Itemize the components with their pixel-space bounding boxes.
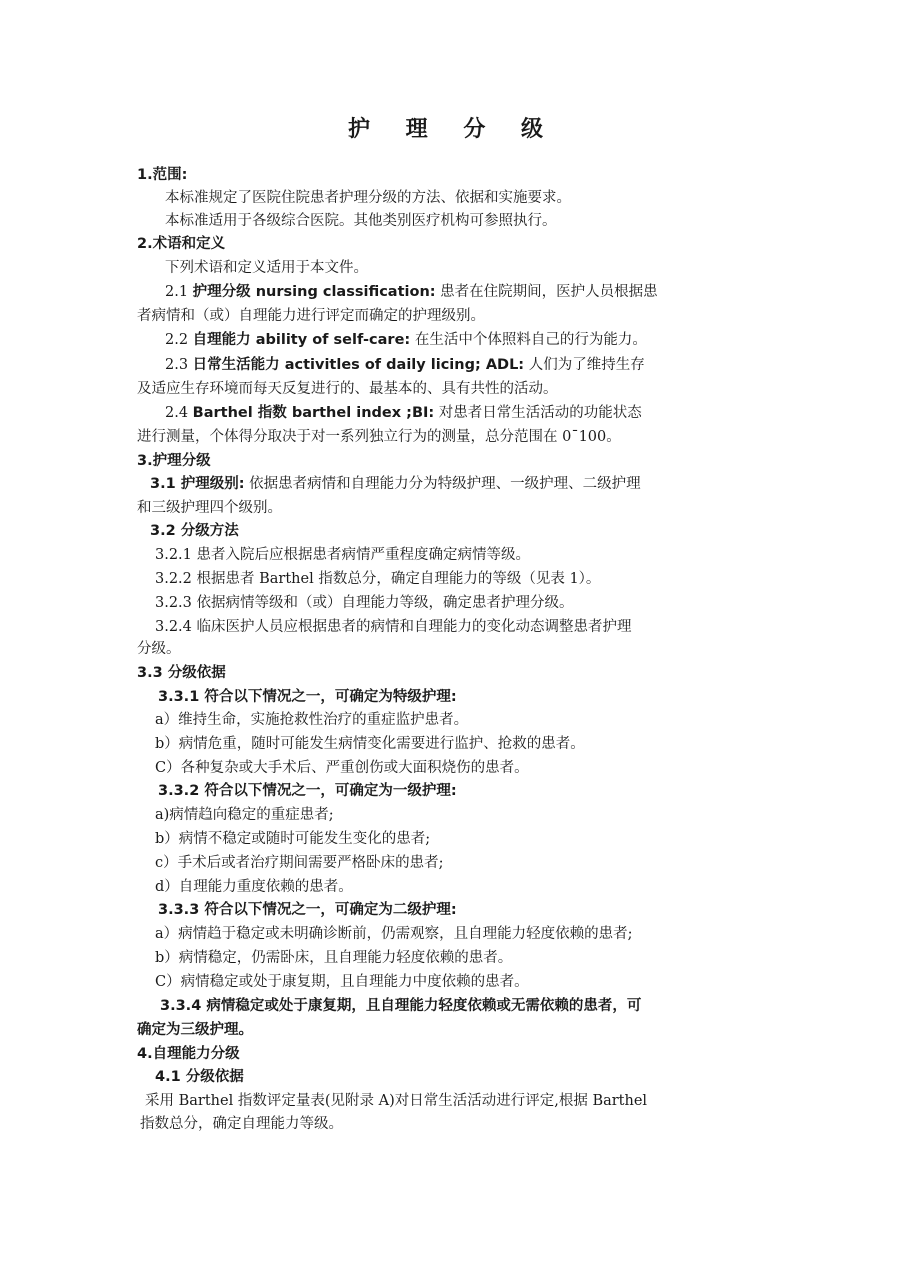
- section-2-heading: 2.术语和定义: [137, 236, 226, 252]
- def-2-4-number: 2.4: [165, 405, 189, 421]
- s3-3-2-item-d: d）自理能力重度依赖的患者。: [155, 879, 353, 895]
- s1-paragraph-1: 本标准规定了医院住院患者护理分级的方法、依据和实施要求。: [165, 190, 571, 206]
- def-2-4: [165, 402, 805, 424]
- def-2-1-term: 护理分级 nursing classification:: [192, 284, 436, 300]
- section-1-heading: 1.范围:: [137, 167, 188, 183]
- s3-3-3-item-a: a）病情趋于稳定或未明确诊断前，仍需观察，且自理能力轻度依赖的患者;: [155, 926, 633, 942]
- s3-2-4-cont: 分级。: [137, 641, 181, 657]
- def-2-4-text-cont: 进行测量，个体得分取决于对一系列独立行为的测量，总分范围在 0¯100。: [137, 429, 621, 445]
- def-2-3-text: 人们为了维持生存: [528, 357, 645, 373]
- s3-3-1-heading: 3.3.1 符合以下情况之一，可确定为特级护理:: [158, 689, 457, 705]
- s4-1-paragraph: 采用 Barthel 指数评定量表(见附录 A)对日常生活活动进行评定,根据 Barthel: [145, 1093, 648, 1109]
- s3-3-3-item-b: b）病情稳定，仍需卧床，且自理能力轻度依赖的患者。: [155, 950, 513, 966]
- def-2-3-text-cont: 及适应生存环境而每天反复进行的、最基本的、具有共性的活动。: [137, 381, 558, 397]
- s3-3-2-item-c: c）手术后或者治疗期间需要严格卧床的患者;: [155, 855, 444, 871]
- s3-2-4: 3.2.4 临床医护人员应根据患者的病情和自理能力的变化动态调整患者护理: [155, 619, 632, 635]
- s3-2-2: 3.2.2 根据患者 Barthel 指数总分，确定自理能力的等级（见表 1）。: [155, 571, 601, 587]
- def-2-1-number: 2.1: [165, 284, 189, 300]
- s3-3-1-item-a: a）维持生命，实施抢救性治疗的重症监护患者。: [155, 712, 469, 728]
- s3-1-text-cont: 和三级护理四个级别。: [137, 500, 282, 516]
- s3-3-2-heading: 3.3.2 符合以下情况之一，可确定为一级护理:: [158, 783, 457, 799]
- def-2-4-text: 对患者日常生活活动的功能状态: [438, 405, 642, 421]
- def-2-2: [165, 329, 805, 351]
- def-2-2-number: 2.2: [165, 332, 189, 348]
- def-2-1-text: 患者在住院期间，医护人员根据患: [440, 284, 658, 300]
- s3-1-text: 依据患者病情和自理能力分为特级护理、一级护理、二级护理: [249, 476, 641, 492]
- s3-3-3-item-c: C）病情稳定或处于康复期，且自理能力中度依赖的患者。: [155, 974, 529, 990]
- def-2-2-text: 在生活中个体照料自己的行为能力。: [414, 332, 647, 348]
- s3-3-4-cont: 确定为三级护理。: [137, 1022, 253, 1038]
- s3-3-2-item-a: a)病情趋向稳定的重症患者;: [155, 807, 334, 823]
- s3-3-4: 3.3.4 病情稳定或处于康复期，且自理能力轻度依赖或无需依赖的患者，可: [160, 998, 642, 1014]
- s3-3-1-item-c: C）各种复杂或大手术后、严重创伤或大面积烧伤的患者。: [155, 760, 529, 776]
- def-2-3: [165, 354, 805, 376]
- def-2-1-text-cont: 者病情和（或）自理能力进行评定而确定的护理级别。: [137, 308, 485, 324]
- section-4-heading: 4.自理能力分级: [137, 1046, 240, 1062]
- s3-1: [150, 473, 790, 495]
- s4-1-heading: 4.1 分级依据: [155, 1069, 244, 1085]
- page-title: 护 理 分 级: [348, 116, 557, 142]
- s1-paragraph-2: 本标准适用于各级综合医院。其他类别医疗机构可参照执行。: [165, 213, 557, 229]
- s4-1-paragraph-cont: 指数总分，确定自理能力等级。: [140, 1116, 343, 1132]
- section-3-heading: 3.护理分级: [137, 453, 211, 469]
- s3-1-term: 3.1 护理级别:: [150, 476, 245, 492]
- s3-3-3-heading: 3.3.3 符合以下情况之一，可确定为二级护理:: [158, 902, 457, 918]
- s3-2-1: 3.2.1 患者入院后应根据患者病情严重程度确定病情等级。: [155, 547, 531, 563]
- s3-2-heading: 3.2 分级方法: [150, 523, 239, 539]
- s3-3-heading: 3.3 分级依据: [137, 665, 226, 681]
- s3-3-2-item-b: b）病情不稳定或随时可能发生变化的患者;: [155, 831, 431, 847]
- s3-2-3: 3.2.3 依据病情等级和（或）自理能力等级，确定患者护理分级。: [155, 595, 574, 611]
- def-2-4-term: Barthel 指数 barthel index ;BI:: [192, 405, 435, 421]
- def-2-3-number: 2.3: [165, 357, 189, 373]
- s3-3-1-item-b: b）病情危重，随时可能发生病情变化需要进行监护、抢救的患者。: [155, 736, 585, 752]
- def-2-2-term: 自理能力 ability of self-care:: [192, 332, 411, 348]
- s2-intro: 下列术语和定义适用于本文件。: [165, 260, 368, 276]
- def-2-3-term: 日常生活能力 activitles of daily licing; ADL:: [192, 357, 525, 373]
- def-2-1: [165, 281, 805, 303]
